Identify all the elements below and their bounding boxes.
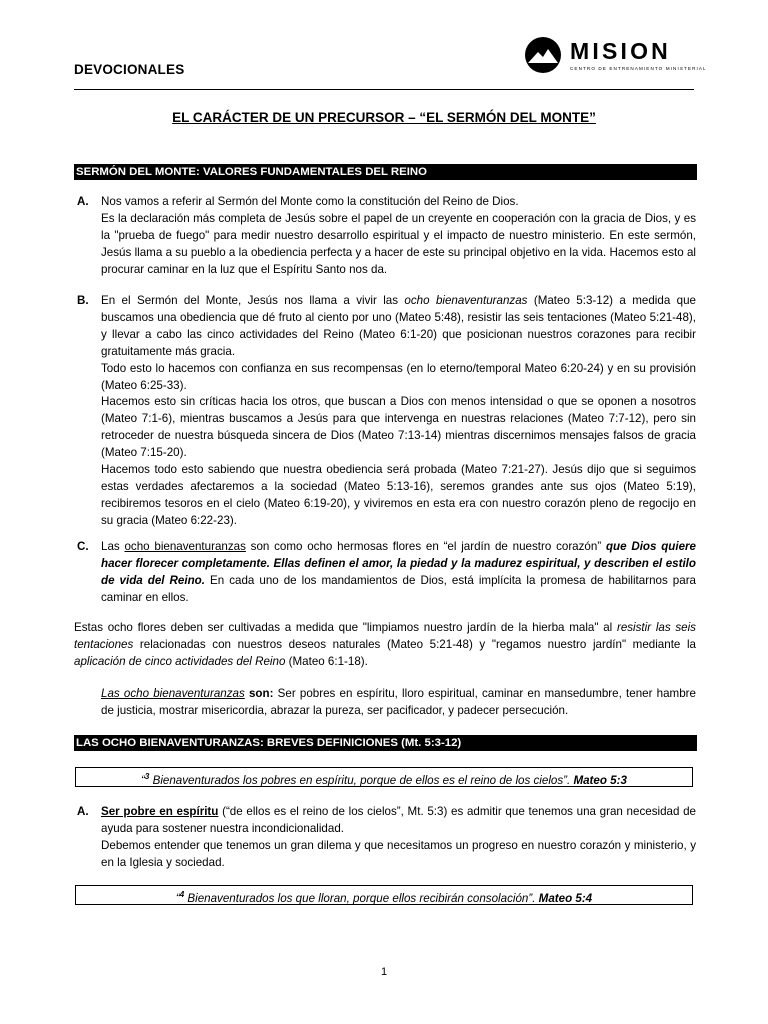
text-run: relacionadas con nuestros deseos naturales (Mateo 5:21-48) y "regamos nuestro jardín" mediante la bbox=[133, 637, 696, 651]
emphasis-text: ocho bienaventuranzas bbox=[404, 294, 528, 307]
header-divider bbox=[74, 89, 694, 90]
list-item-b bbox=[74, 293, 696, 530]
item-label: C. bbox=[77, 540, 89, 553]
underlined-text: Ser pobre en espíritu bbox=[101, 805, 219, 818]
text-run: son como ocho hermosas flores en “el jardín de nuestro corazón” bbox=[245, 540, 606, 553]
text-run: En cada uno de los mandamientos de Dios, está implícita la promesa de habilitarnos para caminar en ellos. bbox=[101, 573, 696, 604]
verse-number: 4 bbox=[179, 890, 185, 899]
text-run: Estas ocho flores deben ser cultivadas a medida que "limpiamos nuestro jardín de la hierba mala" al bbox=[74, 621, 617, 634]
verse-text: Bienaventurados los que lloran, porque ellos recibirán consolación”. bbox=[184, 891, 536, 905]
item-text: Nos vamos a referir al Sermón del Monte como la constitución del Reino de Dios. bbox=[101, 195, 519, 208]
text-run: (Mateo 5:3-12) a medida que buscamos una obediencia que dé fruto al ciento por uno (Mateo 5:48), resistir las seis tentaciones (Mateo 5:21-48), y llevar a cabo las cinco actividades del Reino (Mateo 6:1-20) que posicionan nuestros corazones para recibir gratuitamente más gracia. bbox=[101, 294, 696, 358]
item-label: A. bbox=[77, 805, 89, 818]
logo-subtitle: CENTRO DE ENTRENAMIENTO MINISTERIAL bbox=[570, 66, 707, 71]
verse-reference: Mateo 5:4 bbox=[535, 891, 593, 905]
list-item-c bbox=[74, 539, 696, 607]
header-section-label: DEVOCIONALES bbox=[74, 62, 185, 77]
item-paragraph bbox=[101, 804, 696, 838]
item-paragraph bbox=[101, 539, 696, 607]
list-item-a-definition bbox=[74, 804, 696, 872]
paragraph-flowers bbox=[74, 620, 696, 671]
item-text: Es la declaración más completa de Jesús sobre el papel de un creyente en cooperación con la gracia de Dios, y es la "prueba de fuego" para medir nuestro desarrollo espiritual y el impacto de nuestro ministerio. En este sermón, Jesús llama a su pueblo a la obediencia perfecta y a hacer de este su principal objetivo en la vida. Hacemos esto al procurar caminar en la luz que el Espíritu Santo nos da. bbox=[101, 211, 696, 276]
item-label: B. bbox=[77, 294, 89, 307]
item-label: A. bbox=[77, 195, 89, 208]
text-run: Ser pobres en espíritu, lloro espiritual, caminar en mansedumbre, tener hambre de justicia, mostrar misericordia, abrazar la pureza, ser pacificador, y padecer persecución. bbox=[101, 687, 696, 717]
verse-reference: Mateo 5:3 bbox=[570, 773, 627, 787]
bold-text: son: bbox=[244, 687, 274, 700]
underlined-text: ocho bienaventuranzas bbox=[124, 540, 246, 553]
verse-text: Bienaventurados los pobres en espíritu, porque de ellos es el reino de los cielos”. bbox=[149, 773, 571, 787]
item-paragraph bbox=[101, 293, 696, 361]
text-run: (Mateo 6:1-18). bbox=[285, 654, 368, 668]
mision-logo bbox=[524, 36, 707, 76]
emphasis-text: resistir las seis tentaciones bbox=[74, 621, 696, 651]
verse-box-5-4 bbox=[75, 885, 693, 905]
mountain-circle-icon bbox=[524, 36, 562, 74]
verse-number: 3 bbox=[144, 772, 150, 781]
item-paragraph: Hacemos todo esto sabiendo que nuestra obediencia será probada (Mateo 7:21-27). Jesús dijo que si seguimos estas verdades afectaremos a la sociedad (Mateo 5:13-16), seremos grandes ante sus ojos (Mateo 5:19), recibiremos tesoros en el cielo (Mateo 6:19-20), y viviremos en esta era con nuestro corazón pleno de regocijo en su gracia (Mateo 6:22-23). bbox=[101, 463, 696, 527]
verse-box-5-3 bbox=[75, 767, 693, 787]
section-heading-values: SERMÓN DEL MONTE: VALORES FUNDAMENTALES DEL REINO bbox=[74, 164, 697, 180]
text-run: (“de ellos es el reino de los cielos”, Mt. 5:3) es admitir que tenemos una gran necesidad de ayuda para sostener nuestra incondicionalidad. bbox=[101, 805, 697, 835]
text-run: Las bbox=[101, 540, 125, 553]
emphasis-text: Las ocho bienaventuranzas bbox=[101, 687, 245, 700]
emphasis-text: aplicación de cinco actividades del Reino bbox=[74, 654, 286, 668]
text-run: “ bbox=[141, 773, 145, 787]
logo-wordmark: MISION bbox=[570, 38, 671, 64]
page-number: 1 bbox=[380, 966, 388, 978]
section-heading-definitions: LAS OCHO BIENAVENTURANZAS: BREVES DEFINICIONES (Mt. 5:3-12) bbox=[74, 735, 697, 751]
emphasis-text: que Dios quiere hacer florecer completamente. Ellas definen el amor, la piedad y la madurez espiritual, y describen el estilo de vida del Reino. bbox=[101, 540, 697, 587]
list-item-a bbox=[74, 194, 696, 279]
text-run: En el Sermón del Monte, Jesús nos llama a vivir las bbox=[101, 294, 405, 307]
text-run: “ bbox=[175, 891, 180, 905]
item-paragraph: Hacemos esto sin críticas hacia los otros, que buscan a Dios con menos intensidad o que se oponen a nosotros (Mateo 7:1-6), mientras buscamos a Jesús para que intervenga en nuestras relaciones (Mateo 7:7-12), pero sin retroceder de nuestra búsqueda sincera de Dios (Mateo 7:13-14) mientras discernimos mensajes falsos de gracia (Mateo 7:15-20). bbox=[101, 395, 696, 460]
paragraph-beatitudes-list bbox=[101, 686, 696, 720]
document-title: EL CARÁCTER DE UN PRECURSOR – “EL SERMÓN DEL MONTE” bbox=[172, 110, 596, 125]
item-paragraph: Debemos entender que tenemos un gran dilema y que necesitamos un progreso en nuestro corazón y ministerio, y en la Iglesia y sociedad. bbox=[101, 838, 696, 869]
item-paragraph: Todo esto lo hacemos con confianza en sus recompensas (en lo eterno/temporal Mateo 6:20-24) y en su provisión (Mateo 6:25-33). bbox=[101, 361, 696, 392]
